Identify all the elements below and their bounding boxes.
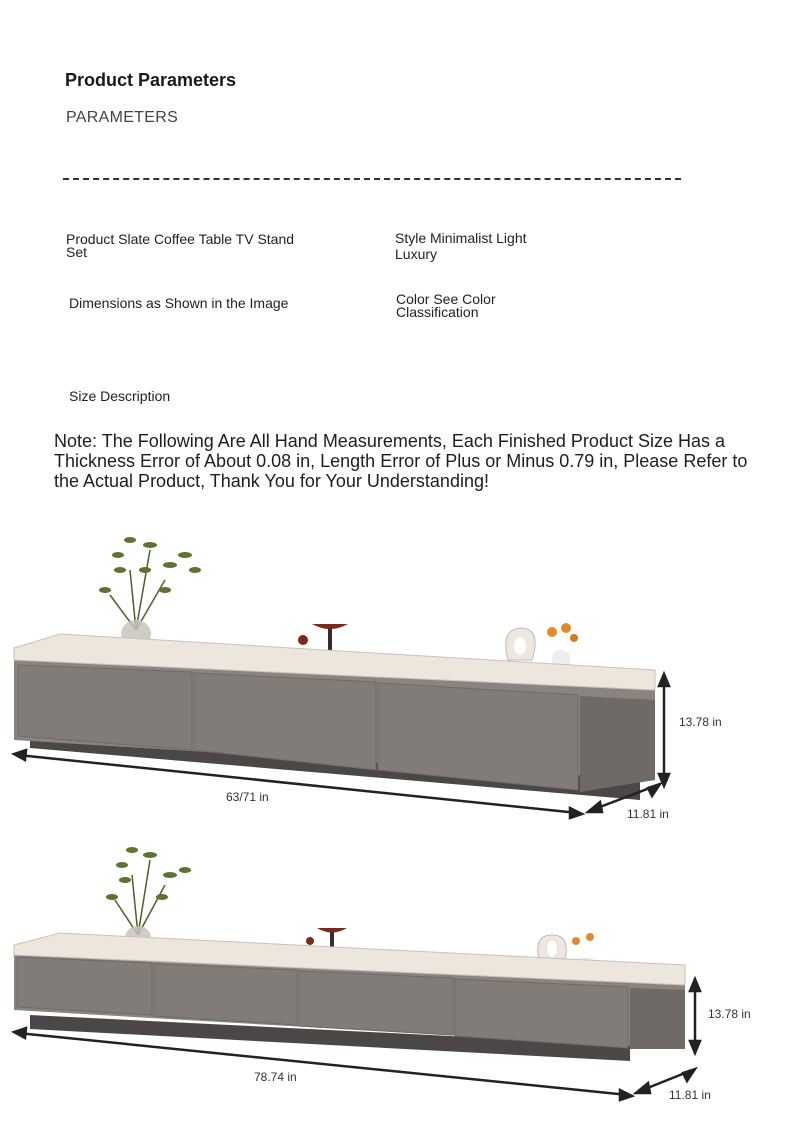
depth-label: 11.81 in <box>669 1088 711 1102</box>
param-color: Color See Color Classification <box>396 291 496 320</box>
height-label: 13.78 in <box>708 1007 751 1021</box>
page-subtitle: PARAMETERS <box>66 109 179 126</box>
tv-stand-figure-3-drawer <box>0 510 790 830</box>
height-label: 13.78 in <box>679 715 722 729</box>
measurement-note: Note: The Following Are All Hand Measurements, Each Finished Product Size Has a Thickness Error of About 0.08 in, Length Error of Plus or Minus 0.79 in, Please Refer to the Actual Product, Thank You for Your Understanding! <box>54 431 748 491</box>
size-description-heading: Size Description <box>69 388 171 404</box>
param-dimensions: Dimensions as Shown in the Image <box>69 295 289 311</box>
width-label: 63/71 in <box>226 790 269 804</box>
param-product: Product Slate Coffee Table TV Stand Set <box>66 231 295 260</box>
param-style: Style Minimalist Light Luxury <box>395 230 527 262</box>
page-title: Product Parameters <box>65 70 237 90</box>
tv-stand-figure-4-drawer <box>0 835 790 1145</box>
depth-label: 11.81 in <box>627 807 669 821</box>
dashed-divider <box>63 178 681 180</box>
width-label: 78.74 in <box>254 1070 297 1084</box>
plant-vase-icon <box>99 537 201 648</box>
plant-vase-icon <box>106 847 191 950</box>
